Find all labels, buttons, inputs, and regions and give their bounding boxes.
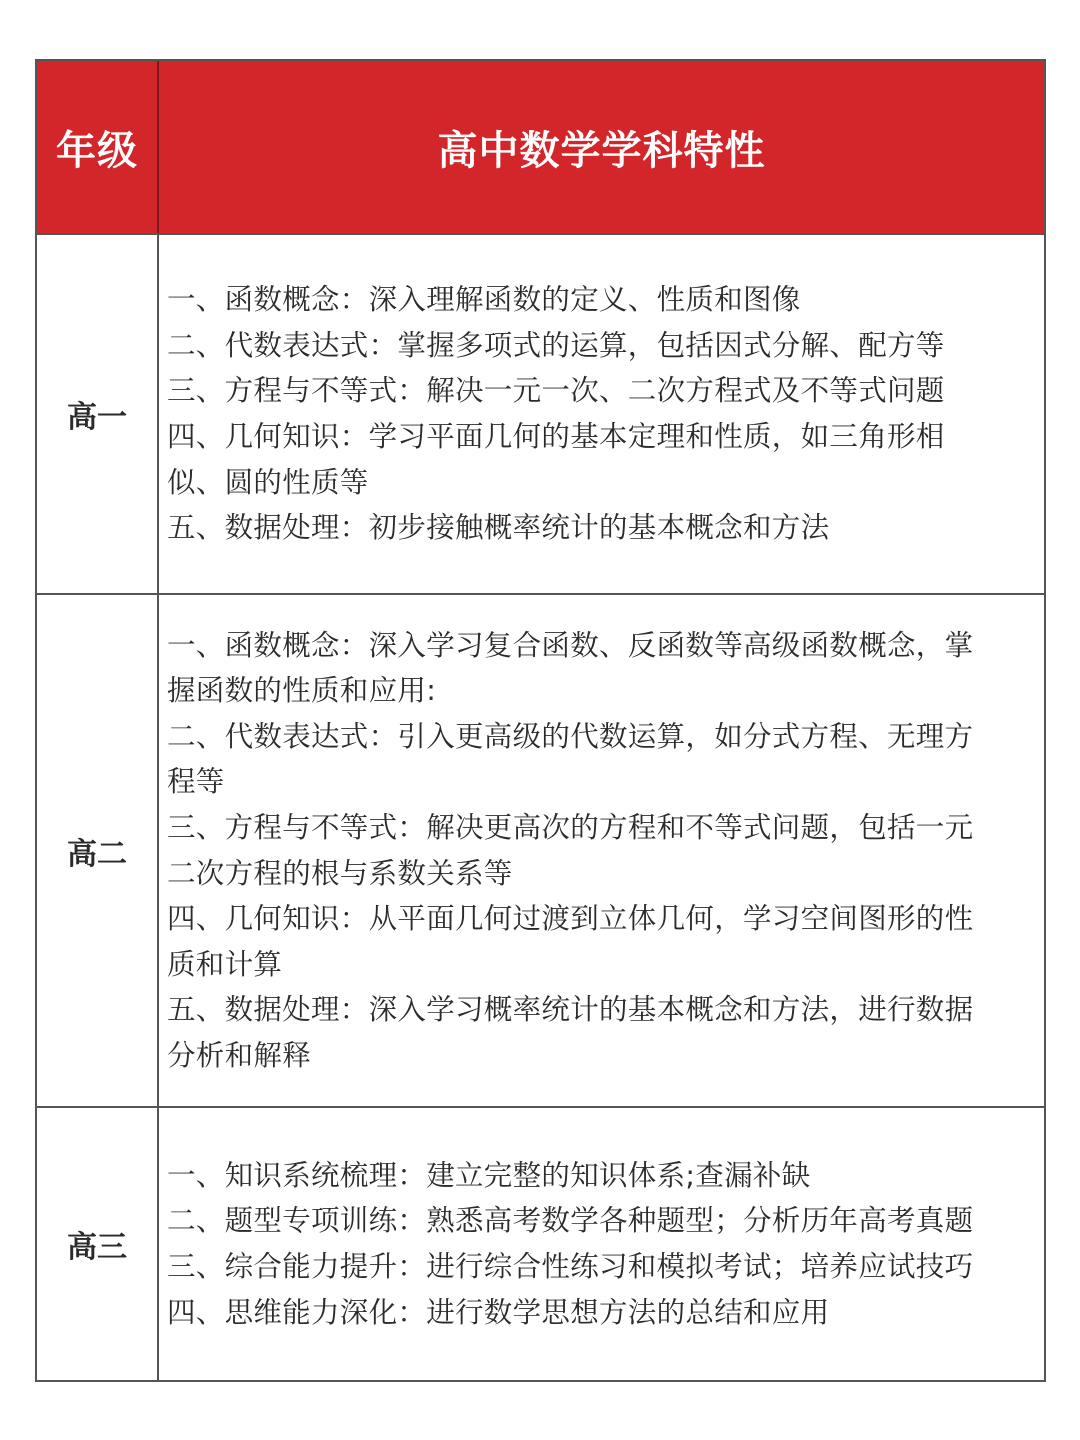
table-row-grade-1	[37, 235, 1044, 595]
header-title: 高中数学学科特性	[437, 127, 766, 174]
content-line: 一、知识系统梳理：建立完整的知识体系;查漏补缺	[167, 1158, 811, 1192]
content-line: 二、题型专项训练：熟悉高考数学各种题型；分析历年高考真题	[167, 1204, 974, 1238]
content-line: 三、综合能力提升：进行综合性练习和模拟考试；培养应试技巧	[167, 1250, 974, 1283]
content-line: 二、代数表达式：引入更高级的代数运算，如分式方程、无理方	[167, 719, 974, 753]
content-line: 四、几何知识：从平面几何过渡到立体几何，学习空间图形的性	[167, 902, 974, 936]
content-line: 握函数的性质和应用:	[167, 674, 437, 708]
content-line: 分析和解释	[167, 1038, 312, 1072]
content-cell	[159, 595, 1044, 1106]
content-line: 三、方程与不等式：解决一元一次、二次方程式及不等式问题	[167, 374, 945, 408]
content-line: 四、几何知识：学习平面几何的基本定理和性质，如三角形相	[167, 420, 945, 453]
table-row-grade-3	[37, 1108, 1044, 1380]
content-line: 四、思维能力深化：进行数学思想方法的总结和应用	[167, 1295, 830, 1329]
grade-cell: 高二	[37, 595, 159, 1106]
header-grade: 年级	[37, 61, 159, 233]
content-line: 二次方程的根与系数关系等	[167, 856, 513, 890]
content-line: 五、数据处理：深入学习概率统计的基本概念和方法，进行数据	[167, 993, 974, 1027]
content-line: 三、方程与不等式：解决更高次的方程和不等式问题，包括一元	[167, 810, 974, 844]
content-line: 质和计算	[167, 947, 283, 981]
content-cell	[159, 235, 1044, 593]
content-cell	[159, 1108, 1044, 1380]
content-line: 程等	[167, 765, 225, 799]
content-line: 似、圆的性质等	[167, 465, 369, 499]
content-line: 一、函数概念：深入学习复合函数、反函数等高级函数概念，掌	[167, 628, 974, 662]
grade-cell: 高一	[37, 235, 159, 593]
table-header	[37, 61, 1044, 235]
content-line: 五、数据处理：初步接触概率统计的基本概念和方法	[167, 511, 830, 545]
table-row-grade-2	[37, 595, 1044, 1108]
curriculum-table	[35, 59, 1046, 1382]
content-line: 一、函数概念：深入理解函数的定义、性质和图像	[167, 283, 801, 317]
content-line: 二、代数表达式：掌握多项式的运算，包括因式分解、配方等	[167, 328, 945, 362]
grade-cell: 高三	[37, 1108, 159, 1380]
